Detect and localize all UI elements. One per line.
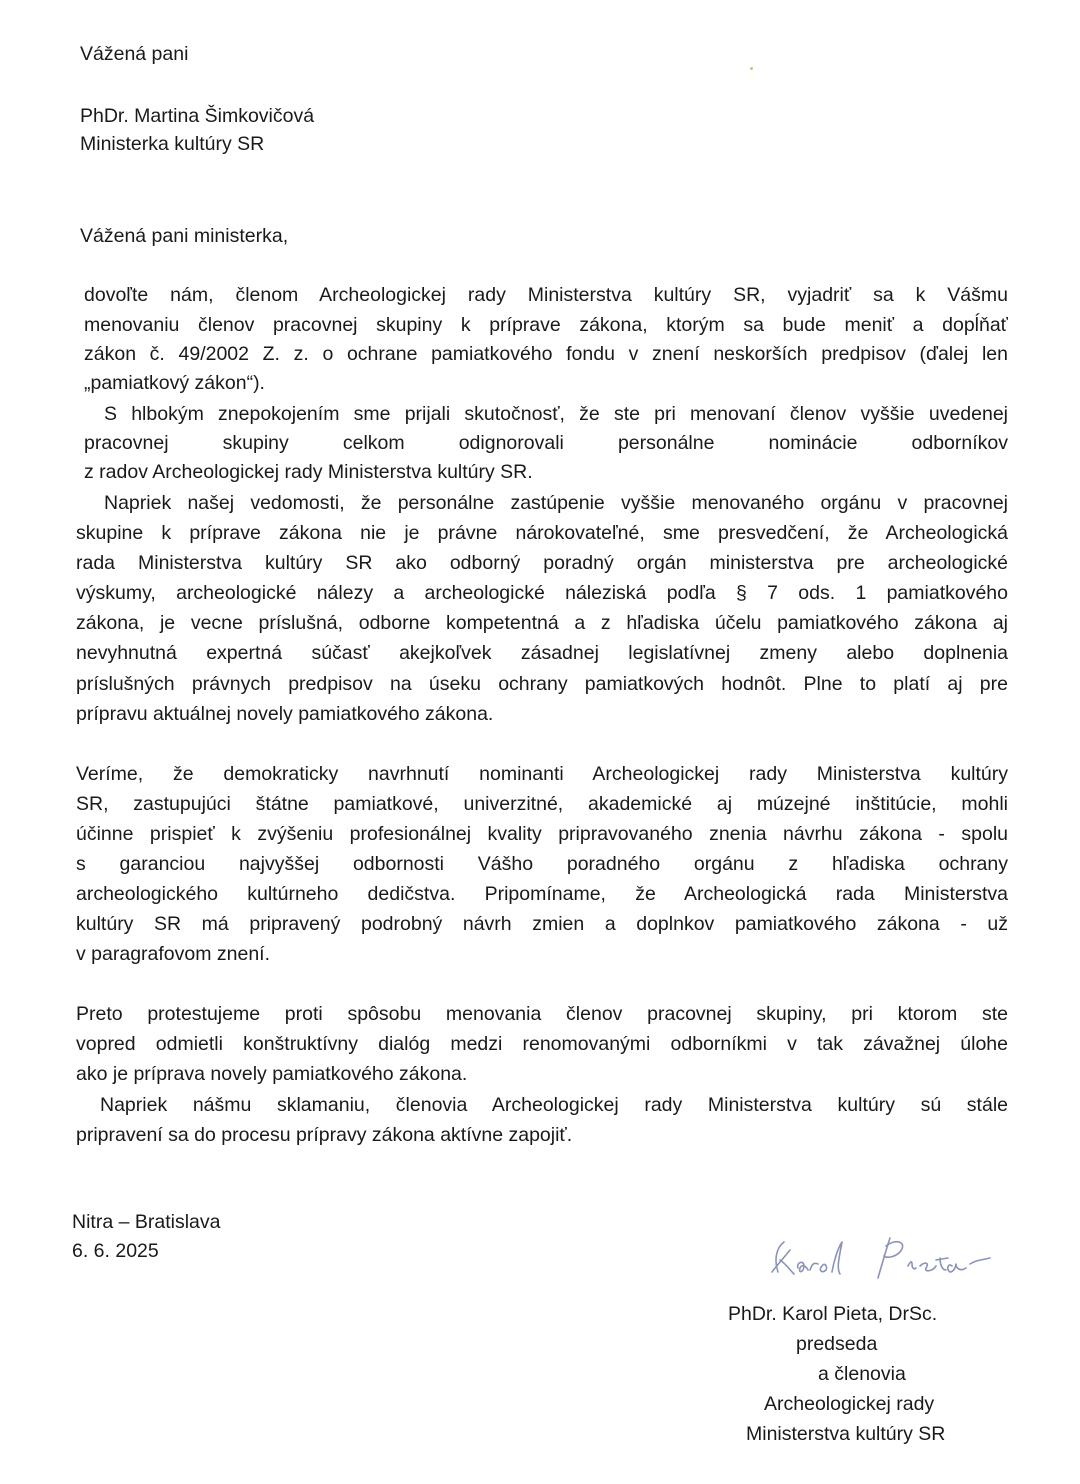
paragraph-4-line: s garanciou najvyššej odbornosti Vášho poradného orgánu z hľadiska ochrany [76,853,1008,875]
paragraph-1-line: dovoľte nám, členom Archeologickej rady Ministerstva kultúry SR, vyjadriť sa k Vášmu [84,284,1008,306]
paragraph-3-line: rada Ministerstva kultúry SR ako odborný poradný orgán ministerstva pre archeologické [76,552,1008,574]
paragraph-6-line: Napriek nášmu sklamaniu, členovia Archeologickej rady Ministerstva kultúry sú stále [100,1094,1008,1116]
paragraph-3-line: skupine k príprave zákona nie je právne nárokovateľné, sme presvedčení, že Archeologická [76,522,1008,544]
signatory-body-line2: Ministerstva kultúry SR [746,1423,946,1445]
handwritten-signature [760,1220,1010,1290]
paragraph-3-line: prípravu aktuálnej novely pamiatkového zákona. [76,703,494,725]
paragraph-2-line: pracovnej skupiny celkom odignorovali personálne nominácie odborníkov [84,432,1008,454]
paragraph-3-line: Napriek našej vedomosti, že personálne zastúpenie vyššie menovaného orgánu v pracovnej [104,492,1008,514]
paragraph-4-line: Veríme, že demokraticky navrhnutí nominanti Archeologickej rady Ministerstva kultúry [76,763,1008,785]
signatory-members: a členovia [818,1363,906,1385]
paragraph-4-line: kultúry SR má pripravený podrobný návrh zmien a doplnkov pamiatkového zákona - už [76,913,1008,935]
paragraph-4-line: účinne prispieť k zvýšeniu profesionálnej kvality pripravovaného znenia návrhu zákona - spolu [76,823,1008,845]
paragraph-4-line: archeologického kultúrneho dedičstva. Pripomíname, že Archeologická rada Ministerstva [76,883,1008,905]
paragraph-6-line: pripravení sa do procesu prípravy zákona aktívne zapojiť. [76,1124,573,1146]
signatory-body-line1: Archeologickej rady [764,1393,935,1415]
paragraph-1-line: zákon č. 49/2002 Z. z. o ochrane pamiatkového fondu v znení neskorších predpisov (ďalej len [84,343,1008,365]
paragraph-4-line: v paragrafovom znení. [76,943,271,965]
signatory-name: PhDr. Karol Pieta, DrSc. [728,1303,938,1325]
paragraph-2-line: z radov Archeologickej rady Ministerstva kultúry SR. [84,461,533,483]
paragraph-3-line: príslušných právnych predpisov na úseku ochrany pamiatkových hodnôt. Plne to platí aj pre [76,673,1008,695]
place: Nitra – Bratislava [72,1211,221,1233]
scan-speck [750,67,753,70]
paragraph-5-line: ako je príprava novely pamiatkového zákona. [76,1063,468,1085]
paragraph-3-line: nevyhnutná expertná súčasť akejkoľvek zásadnej legislatívnej zmeny alebo doplnenia [76,642,1008,664]
paragraph-3-line: výskumy, archeologické nálezy a archeologické náleziská podľa § 7 ods. 1 pamiatkového [76,582,1008,604]
salutation-short: Vážená pani [80,43,189,65]
signatory-role: predseda [796,1333,878,1355]
recipient-name: PhDr. Martina Šimkovičová [80,105,315,127]
paragraph-4-line: SR, zastupujúci štátne pamiatkové, univerzitné, akademické aj múzejné inštitúcie, mohli [76,793,1008,815]
paragraph-1-line: „pamiatkový zákon“). [84,372,265,394]
paragraph-5-line: Preto protestujeme proti spôsobu menovania členov pracovnej skupiny, pri ktorom ste [76,1003,1008,1025]
paragraph-3-line: zákona, je vecne príslušná, odborne kompetentná a z hľadiska účelu pamiatkového zákona aj [76,612,1008,634]
salutation: Vážená pani ministerka, [80,225,289,247]
recipient-title: Ministerka kultúry SR [80,133,265,155]
paragraph-2-line: S hlbokým znepokojením sme prijali skutočnosť, že ste pri menovaní členov vyššie uvedenej [104,403,1008,425]
paragraph-1-line: menovaniu členov pracovnej skupiny k príprave zákona, ktorým sa bude meniť a dopĺňať [84,314,1008,336]
paragraph-5-line: vopred odmietli konštruktívny dialóg medzi renomovanými odborníkmi v tak závažnej úlohe [76,1033,1008,1055]
date: 6. 6. 2025 [72,1240,159,1262]
